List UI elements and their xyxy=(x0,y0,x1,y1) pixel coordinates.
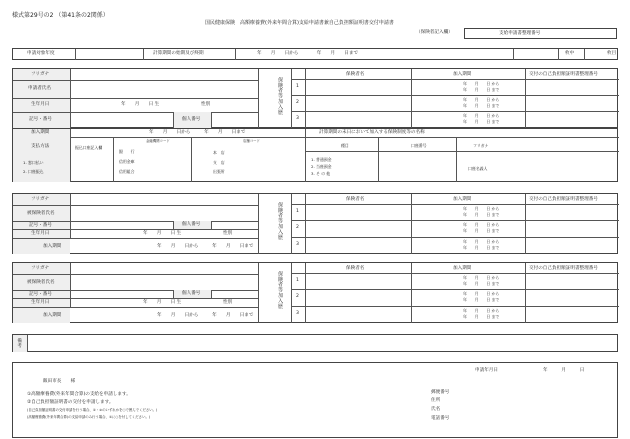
kind-label: 種目 xyxy=(341,143,349,148)
insured-section-2 xyxy=(12,262,618,323)
cert-head: 交付の自己負担額証明書整理番号 xyxy=(529,197,598,202)
join-head: 加入期間 xyxy=(453,266,472,271)
history-row-1: 1 xyxy=(296,84,299,89)
tel-label: 電話番号 xyxy=(431,416,450,421)
kind-option-2[interactable]: 2. 当座預金 xyxy=(311,164,332,169)
birth-value: 年 月 日 生 xyxy=(143,231,182,236)
period-label: 計算期間の始期及び終期 xyxy=(153,51,204,56)
holder-label: 口座名義人 xyxy=(468,166,488,171)
join-to-1: 年 月 日 まで xyxy=(463,281,500,286)
kigo-label: 記号・番号 xyxy=(29,117,52,122)
join-label: 加入期間 xyxy=(31,130,50,135)
kojin-label: 個人番号 xyxy=(182,117,201,122)
method-option-1[interactable]: 1. 窓口払い xyxy=(23,160,44,165)
addressee: 飯田市長 様 xyxy=(43,379,76,384)
furigana-label: フリガナ xyxy=(31,197,50,202)
note-2: (高額療養費(外来年間合算)の支給申請のみ行う場合、①に○を付してください。) xyxy=(27,415,151,419)
name-label: 氏名 xyxy=(431,407,441,412)
join-head: 加入期間 xyxy=(453,197,472,202)
join-from-2: 年 月 日 から xyxy=(463,291,500,296)
join-value: 年 月 日から 年 月 日まで xyxy=(157,313,254,318)
join-from-1: 年 月 日 から xyxy=(463,81,500,86)
shinkumi-label: 信用組合 xyxy=(119,169,135,174)
birth-label: 生年月日 xyxy=(31,300,50,305)
join-from-3: 年 月 日 から xyxy=(463,308,500,313)
sex-label: 性別 xyxy=(223,231,233,236)
join-to-3: 年 月 日 まで xyxy=(463,245,500,250)
apply-line-2[interactable]: ②自己負担額証明書の交付を申請します。 xyxy=(27,400,114,405)
join-label: 加入期間 xyxy=(43,244,62,249)
join-to-2: 年 月 日 まで xyxy=(463,297,500,302)
cert-head: 交付の自己負担額証明書整理番号 xyxy=(529,72,598,77)
receipt-label: 振込口座記入欄 xyxy=(75,145,103,150)
join-from-2: 年 月 日 から xyxy=(463,222,500,227)
insurer-head: 保険者名 xyxy=(346,72,365,77)
join-from-3: 年 月 日 から xyxy=(463,113,500,118)
history-row-3: 3 xyxy=(296,242,299,247)
branch-code-label: 店舗コード xyxy=(243,139,260,143)
method-option-2[interactable]: 2. 口座振込 xyxy=(23,169,44,174)
kojin-label: 個人番号 xyxy=(182,291,201,296)
fin-code-label: 金融機関コード xyxy=(146,139,170,143)
applicant-section xyxy=(12,68,618,128)
join-to-3: 年 月 日 まで xyxy=(463,119,500,124)
cert-head: 交付の自己負担額証明書整理番号 xyxy=(529,266,598,271)
payment-section xyxy=(12,128,618,182)
period-value: 年 月 日から 年 月 日まで xyxy=(257,51,359,56)
history-row-3: 3 xyxy=(296,116,299,121)
join-head: 加入期間 xyxy=(453,72,472,77)
insured-name-label: 被保険者氏名 xyxy=(27,280,55,285)
sex-label: 性別 xyxy=(201,102,211,107)
join-value: 年 月 日から 年 月 日まで xyxy=(149,130,246,135)
year-label: 申請対象年度 xyxy=(27,51,55,56)
join-to-2: 年 月 日 まで xyxy=(463,103,500,108)
remarks-label: 備考 xyxy=(16,338,22,348)
shutchou-label: 出張所 xyxy=(213,169,225,174)
history-row-2: 2 xyxy=(296,225,299,230)
birth-label: 生年月日 xyxy=(31,231,50,236)
join-from-3: 年 月 日 から xyxy=(463,239,500,244)
insured-section-1 xyxy=(12,193,618,254)
furigana-label: フリガナ xyxy=(31,266,50,271)
furigana-label: フリガナ xyxy=(31,72,50,77)
birth-label: 生年月日 xyxy=(31,102,50,107)
sheet-total: 枚中 xyxy=(565,51,575,56)
note-1: (自己負担額証明書の交付申請を行う場合、①・②のいずれかを○で囲んでください。) xyxy=(27,408,158,412)
join-from-1: 年 月 日 から xyxy=(463,206,500,211)
kigo-label: 記号・番号 xyxy=(29,292,52,297)
holder-furigana-label: フリガナ xyxy=(473,143,489,148)
applicant-name-label: 申請者氏名 xyxy=(28,86,51,91)
sex-label: 性別 xyxy=(223,300,233,305)
form-number: 様式第29号の2 （第41条の2関係） xyxy=(12,12,109,19)
shinkin-label: 信用金庫 xyxy=(119,159,135,164)
history-vlabel: 保険者等加入歴 xyxy=(277,271,283,309)
history-row-3: 3 xyxy=(296,311,299,316)
join-to-1: 年 月 日 まで xyxy=(463,87,500,92)
zip-label: 郵便番号 xyxy=(431,390,450,395)
beneficiary-number-label: 支給申請書整理番号 xyxy=(499,31,541,36)
join-from-1: 年 月 日 から xyxy=(463,275,500,280)
end-system-label: 計算期間の末日において加入する保険制度等の名称 xyxy=(319,130,425,135)
history-row-2: 2 xyxy=(296,294,299,299)
bank-label: 銀 行 xyxy=(119,149,135,154)
apply-line-1[interactable]: ①高額療養費(外来年間合算)の支給を申請します。 xyxy=(27,392,131,397)
insurer-head: 保険者名 xyxy=(346,266,365,271)
account-label: 口座番号 xyxy=(411,143,427,148)
period-row xyxy=(12,48,618,60)
join-to-1: 年 月 日 まで xyxy=(463,212,500,217)
history-row-1: 1 xyxy=(296,209,299,214)
kind-option-1[interactable]: 1. 普通預金 xyxy=(311,157,332,162)
shiten-label: 支 店 xyxy=(213,160,225,165)
join-value: 年 月 日から 年 月 日まで xyxy=(157,244,254,249)
payment-method-label: 支払方法 xyxy=(31,144,50,149)
kind-option-3[interactable]: 3. そ の 他 xyxy=(311,171,331,176)
insurer-head: 保険者名 xyxy=(346,197,365,202)
history-vlabel: 保険者等加入歴 xyxy=(277,77,283,115)
footer-section xyxy=(12,362,618,438)
beneficiary-number-field[interactable] xyxy=(464,28,617,39)
insurer-fill-label: （保険者記入欄） xyxy=(416,30,453,35)
join-to-3: 年 月 日 まで xyxy=(463,314,500,319)
form-title: 国民健康保険 高額療養費(外来年間合算)支給申請書兼自己負担額証明書交付申請書 xyxy=(205,20,394,26)
sheet-page: 枚目 xyxy=(607,51,617,56)
join-from-2: 年 月 日 から xyxy=(463,97,500,102)
honten-label: 本 店 xyxy=(213,150,225,155)
birth-value: 年 月 日 生 xyxy=(121,102,160,107)
history-row-1: 1 xyxy=(296,278,299,283)
history-row-2: 2 xyxy=(296,100,299,105)
remarks-field[interactable] xyxy=(12,334,618,352)
kojin-label: 個人番号 xyxy=(182,222,201,227)
join-label: 加入期間 xyxy=(43,313,62,318)
date-value: 年 月 日 xyxy=(543,368,585,373)
kigo-label: 記号・番号 xyxy=(29,223,52,228)
birth-value: 年 月 日 生 xyxy=(143,300,182,305)
insured-name-label: 被保険者氏名 xyxy=(27,211,55,216)
join-to-2: 年 月 日 まで xyxy=(463,228,500,233)
date-label: 申請年月日 xyxy=(475,368,498,373)
history-vlabel: 保険者等加入歴 xyxy=(277,202,283,240)
address-label: 住所 xyxy=(431,398,441,403)
